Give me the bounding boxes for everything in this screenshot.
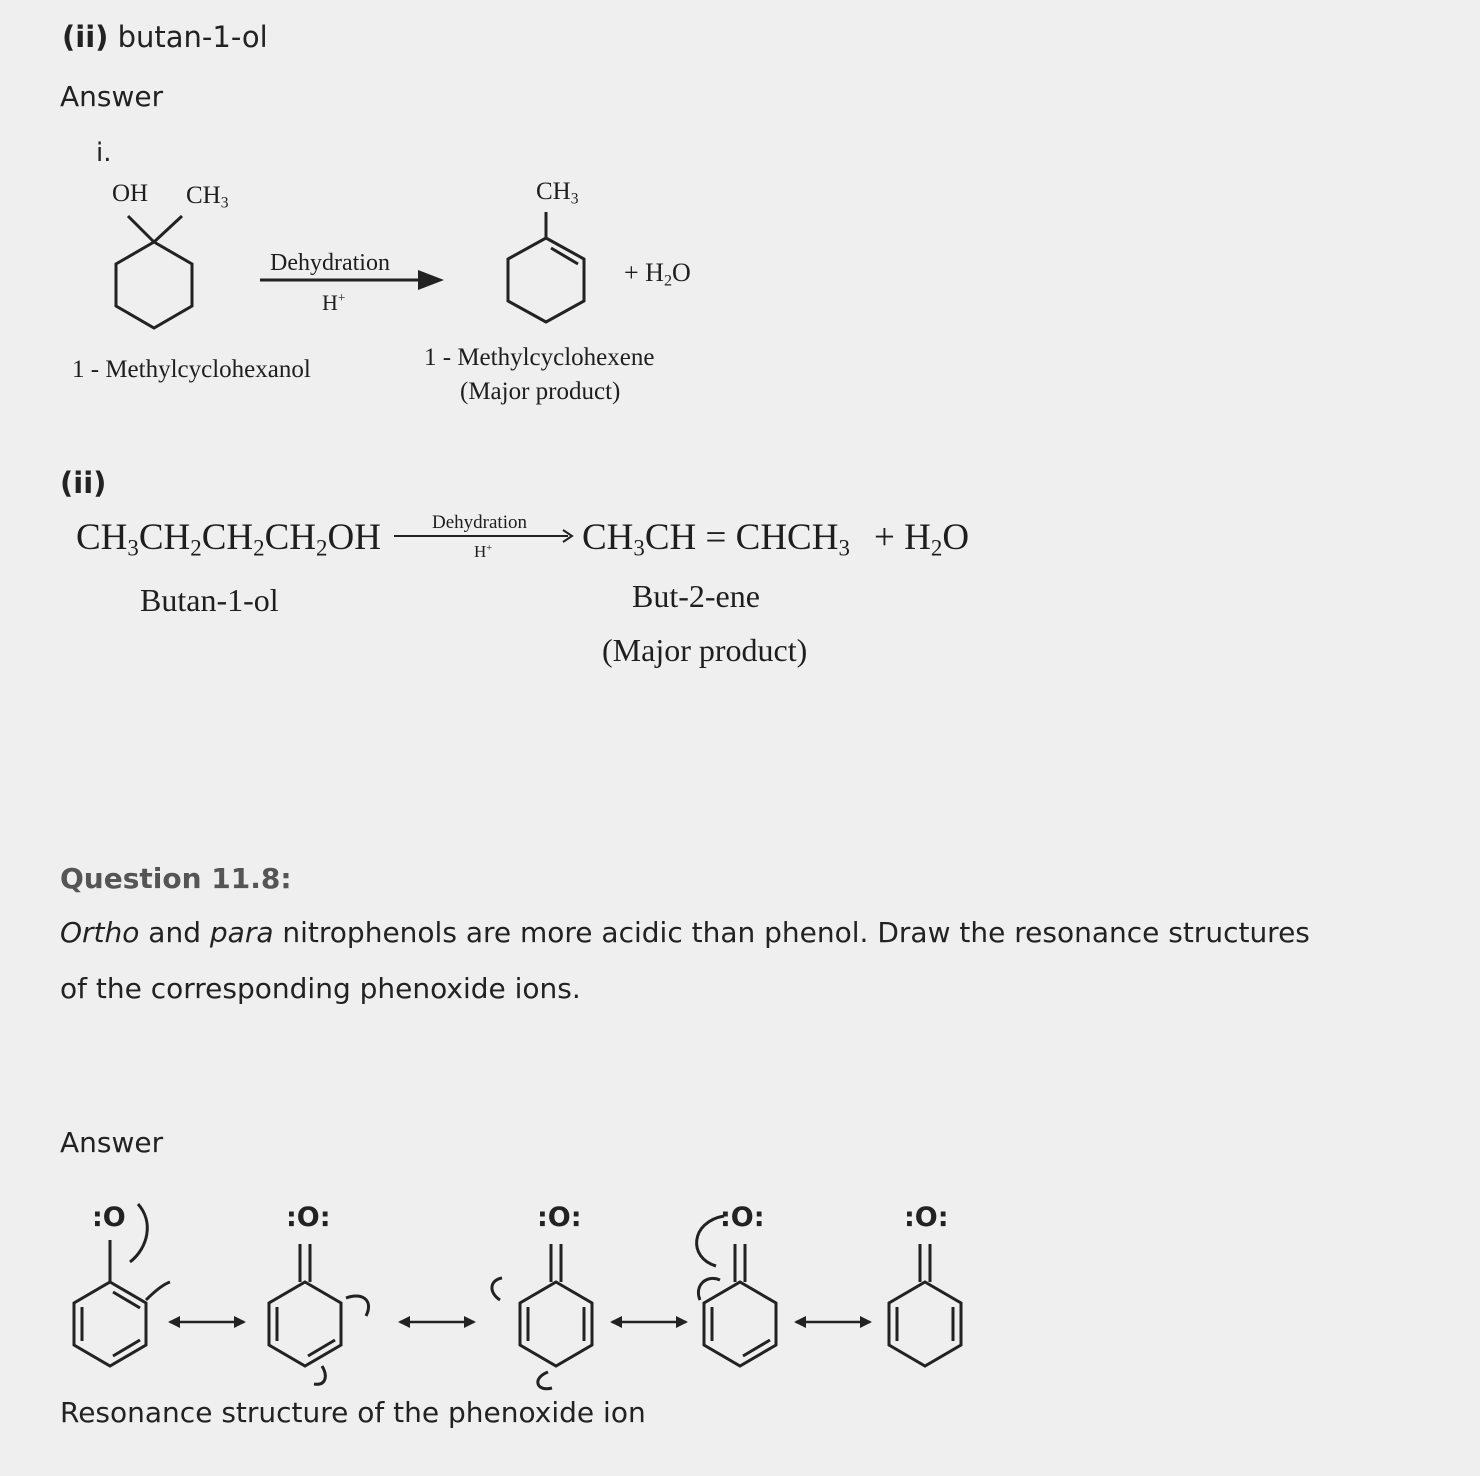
resonance-structure-2 [269, 1244, 369, 1384]
double-arrow-3 [610, 1316, 688, 1328]
plus-water-ii: + $H_2O$ [874, 517, 970, 561]
plus-water-i: + $H_2O$ [624, 258, 691, 290]
reactant-name-ii: Butan-1-ol [140, 582, 279, 618]
oxygen-label-3: :O: [537, 1202, 582, 1233]
double-arrow-4 [794, 1316, 872, 1328]
oxygen-label-1: :O [92, 1202, 126, 1233]
product-name-ii: But-2-ene [632, 578, 760, 614]
part-ii-title: butan-1-ol [117, 20, 268, 54]
curved-arrow-3 [346, 1296, 369, 1316]
product-note-i: (Major product) [460, 378, 621, 405]
curved-arrow-2 [146, 1282, 170, 1300]
resonance-structure-3 [492, 1244, 592, 1389]
question-text-line2: of the corresponding phenoxide ions. [60, 972, 581, 1005]
double-arrow-2 [398, 1316, 476, 1328]
curved-arrow-1 [130, 1204, 147, 1262]
oxygen-label-5: :O: [904, 1202, 949, 1233]
question-heading: Question 11.8: [60, 862, 292, 895]
arrow-label-dehydration-ii: Dehydration [432, 512, 527, 533]
section-i-label: i. [96, 138, 112, 168]
butanol-formula: $CH_3CH_2CH_2CH_2OH$ [76, 517, 381, 561]
answer-label-2: Answer [60, 1126, 164, 1159]
arrow-label-acid: H+ [322, 290, 346, 315]
reactant-ch3: $CH_3$ [186, 182, 229, 212]
curved-arrow-4 [314, 1366, 325, 1384]
arrow-label-dehydration: Dehydration [270, 250, 390, 276]
product-ch3: $CH_3$ [536, 178, 579, 208]
resonance-structure-4 [697, 1216, 776, 1366]
reactant-oh: OH [112, 180, 149, 207]
question-text-line1: Ortho and para nitrophenols are more acidic than phenol. Draw the resonance structures [60, 916, 1310, 949]
section-ii-label: (ii) [60, 466, 107, 500]
resonance-structure-5 [889, 1244, 961, 1366]
oxygen-label-4: :O: [720, 1202, 765, 1233]
curved-arrow-6 [538, 1372, 552, 1389]
answer-label: Answer [60, 80, 164, 113]
oxygen-label-2: :O: [286, 1202, 331, 1233]
resonance-caption: Resonance structure of the phenoxide ion [60, 1396, 646, 1429]
product-note-ii: (Major product) [602, 632, 808, 668]
part-ii-number: (ii) [62, 20, 109, 54]
arrow-label-acid-ii: H+ [474, 542, 493, 561]
curved-arrow-5 [492, 1278, 502, 1300]
butene-formula: $CH_3CH$ = $CHCH_3$ [582, 517, 850, 561]
product-name-i: 1 - Methylcyclohexene [424, 344, 655, 371]
reactant-name-i: 1 - Methylcyclohexanol [72, 356, 311, 383]
double-arrow-1 [168, 1316, 246, 1328]
